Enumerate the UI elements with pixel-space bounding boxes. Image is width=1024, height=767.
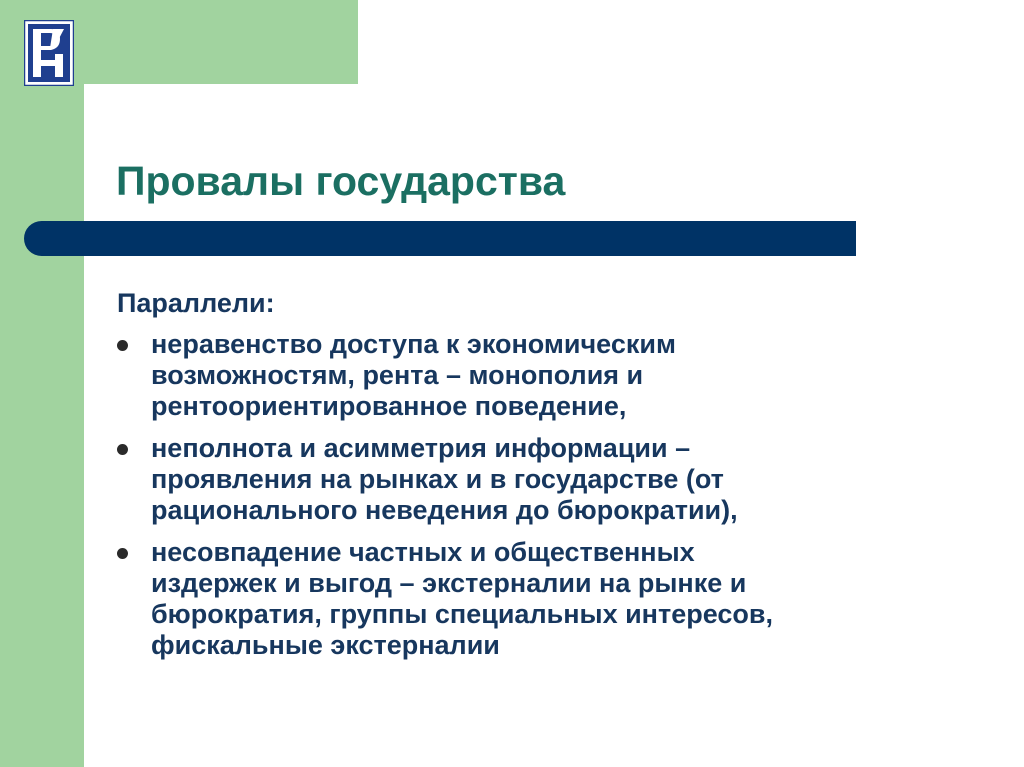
bullet-line: бюрократия, группы специальных интересов, — [151, 599, 773, 629]
bullet-line: проявления на рынках и в государстве (от — [151, 464, 724, 494]
lead-text: Параллели: — [117, 288, 275, 318]
bullet-line: несовпадение частных и общественных — [151, 537, 695, 567]
bullet-dot-icon — [117, 444, 128, 455]
bullet-dot-icon — [117, 548, 128, 559]
bullet-line: рационального неведения до бюрократии), — [151, 495, 738, 525]
bullet-line: возможностям, рента – монополия и — [151, 360, 644, 390]
bullet-item — [117, 537, 997, 661]
bullet-line: издержек и выгод – экстерналии на рынке и — [151, 568, 747, 598]
green-side-band — [0, 0, 84, 767]
bullet-list — [117, 329, 997, 661]
bullet-item — [117, 433, 997, 526]
bullet-dot-icon — [117, 340, 128, 351]
bullet-line: рентоориентированное поведение, — [151, 391, 627, 421]
hse-logo-icon — [24, 20, 74, 86]
bullet-item — [117, 329, 997, 422]
slide-title: Провалы государства — [116, 158, 566, 204]
bullet-line: неполнота и асимметрия информации – — [151, 433, 691, 463]
slide-body — [117, 286, 997, 672]
bullet-line: неравенство доступа к экономическим — [151, 329, 676, 359]
bullet-line: фискальные экстерналии — [151, 630, 500, 660]
title-underline-bar — [24, 221, 856, 256]
